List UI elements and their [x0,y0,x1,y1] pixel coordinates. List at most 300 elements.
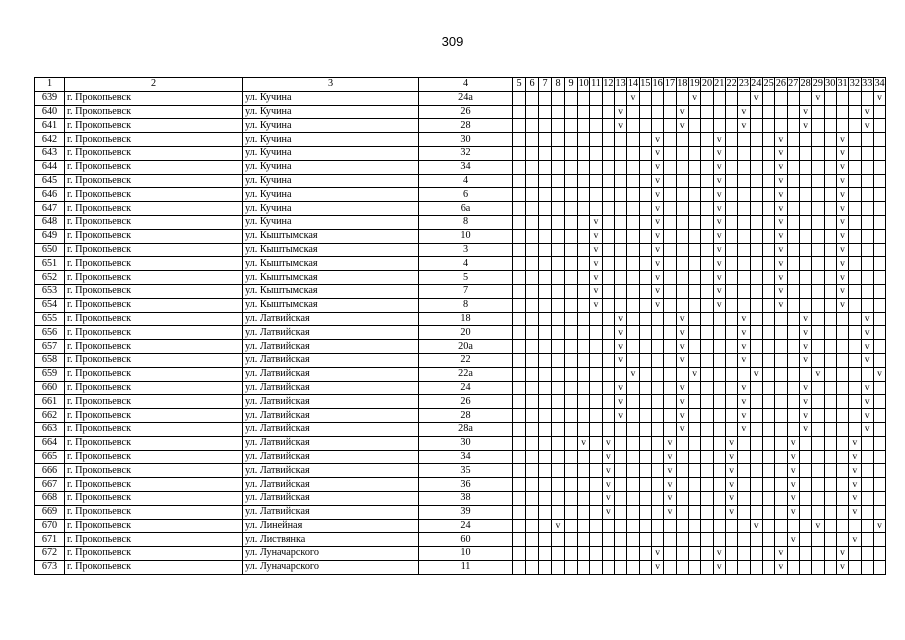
column-header: 33 [862,78,873,90]
empty-cell [812,174,824,188]
empty-cell [627,353,639,367]
empty-cell [602,422,614,436]
check-mark: v [713,160,725,174]
empty-cell [676,298,688,312]
empty-cell [849,353,861,367]
empty-cell [824,133,836,147]
check-mark: v [799,409,811,423]
empty-cell [602,533,614,547]
check-mark: v [738,105,750,119]
empty-cell [738,491,750,505]
empty-cell [725,119,737,133]
table-row [35,298,886,312]
empty-cell [565,312,578,326]
empty-cell [526,326,539,340]
row-number-cell: 650 [35,243,65,257]
row-number-cell: 664 [35,436,65,450]
empty-cell [639,91,651,105]
empty-cell [849,547,861,561]
check-mark: v [713,133,725,147]
table-row [35,381,886,395]
empty-cell [565,160,578,174]
empty-cell [664,146,676,160]
check-mark: v [799,340,811,354]
empty-cell [676,188,688,202]
city-cell: г. Прокопьевск [65,119,243,133]
empty-cell [762,312,774,326]
empty-cell [725,519,737,533]
empty-cell [701,229,713,243]
empty-cell [873,202,885,216]
empty-cell [513,409,526,423]
empty-cell [627,188,639,202]
empty-cell [526,340,539,354]
column-header: 24 [751,78,762,90]
check-mark: v [713,229,725,243]
empty-cell [539,284,552,298]
house-number-cell: 22 [419,353,513,367]
empty-cell [738,146,750,160]
house-number-cell: 34 [419,160,513,174]
empty-cell [565,271,578,285]
city-cell: г. Прокопьевск [65,560,243,574]
empty-cell [812,340,824,354]
empty-cell [651,340,663,354]
empty-cell [651,395,663,409]
empty-cell [688,215,700,229]
row-number-cell: 659 [35,367,65,381]
empty-cell [849,146,861,160]
empty-cell [873,436,885,450]
check-mark: v [713,215,725,229]
empty-cell [738,229,750,243]
row-number-cell: 639 [35,91,65,105]
table-row [35,505,886,519]
empty-cell [787,547,799,561]
check-mark: v [713,257,725,271]
empty-cell [836,478,848,492]
check-mark: v [799,381,811,395]
city-cell: г. Прокопьевск [65,340,243,354]
check-mark: v [676,395,688,409]
check-mark: v [849,505,861,519]
empty-cell [849,160,861,174]
empty-cell [565,505,578,519]
empty-cell [627,215,639,229]
empty-cell [725,215,737,229]
check-mark: v [651,257,663,271]
empty-cell [799,519,811,533]
table-row [35,105,886,119]
empty-cell [526,243,539,257]
empty-cell [725,560,737,574]
check-mark: v [775,547,787,561]
empty-cell [552,105,565,119]
empty-cell [552,409,565,423]
empty-cell [824,464,836,478]
empty-cell [787,229,799,243]
check-mark: v [713,174,725,188]
check-mark: v [861,119,873,133]
empty-cell [824,243,836,257]
empty-cell [602,215,614,229]
empty-cell [873,478,885,492]
empty-cell [787,353,799,367]
empty-cell [639,409,651,423]
house-number-cell: 6а [419,202,513,216]
city-cell: г. Прокопьевск [65,133,243,147]
column-header: 9 [565,78,578,92]
empty-cell [812,326,824,340]
empty-cell [552,174,565,188]
empty-cell [787,298,799,312]
empty-cell [750,105,762,119]
empty-cell [873,243,885,257]
check-mark: v [713,188,725,202]
empty-cell [824,422,836,436]
empty-cell [513,133,526,147]
empty-cell [861,491,873,505]
house-number-cell: 10 [419,229,513,243]
street-cell: ул. Латвийская [243,491,419,505]
empty-cell [627,491,639,505]
empty-cell [639,326,651,340]
check-mark: v [590,298,602,312]
empty-cell [590,202,602,216]
empty-cell [787,105,799,119]
empty-cell [713,436,725,450]
check-mark: v [664,450,676,464]
empty-cell [713,326,725,340]
empty-cell [602,188,614,202]
empty-cell [701,491,713,505]
check-mark: v [775,284,787,298]
city-cell: г. Прокопьевск [65,464,243,478]
empty-cell [627,450,639,464]
empty-cell [873,409,885,423]
empty-cell [602,312,614,326]
empty-cell [701,505,713,519]
empty-cell [565,105,578,119]
empty-cell [812,478,824,492]
empty-cell [738,298,750,312]
empty-cell [688,284,700,298]
empty-cell [873,146,885,160]
empty-cell [565,257,578,271]
empty-cell [651,422,663,436]
empty-cell [836,519,848,533]
empty-cell [614,505,626,519]
empty-cell [627,409,639,423]
empty-cell [526,547,539,561]
street-cell: ул. Латвийская [243,422,419,436]
empty-cell [701,436,713,450]
empty-cell [750,174,762,188]
header-row [35,78,886,92]
empty-cell [539,188,552,202]
check-mark: v [787,464,799,478]
check-mark: v [738,422,750,436]
check-mark: v [738,119,750,133]
empty-cell [725,257,737,271]
empty-cell [861,202,873,216]
empty-cell [849,105,861,119]
empty-cell [762,547,774,561]
empty-cell [590,353,602,367]
empty-cell [836,119,848,133]
check-mark: v [861,312,873,326]
empty-cell [664,367,676,381]
empty-cell [836,491,848,505]
street-cell: ул. Линейная [243,519,419,533]
empty-cell [627,381,639,395]
empty-cell [651,519,663,533]
check-mark: v [750,91,762,105]
empty-cell [664,271,676,285]
check-mark: v [849,533,861,547]
empty-cell [639,395,651,409]
street-cell: ул. Кучина [243,202,419,216]
empty-cell [552,312,565,326]
empty-cell [713,505,725,519]
empty-cell [873,174,885,188]
empty-cell [565,381,578,395]
table-row [35,326,886,340]
check-mark: v [812,91,824,105]
check-mark: v [725,436,737,450]
empty-cell [725,105,737,119]
empty-cell [664,560,676,574]
city-cell: г. Прокопьевск [65,395,243,409]
empty-cell [552,505,565,519]
empty-cell [824,257,836,271]
city-cell: г. Прокопьевск [65,257,243,271]
empty-cell [861,188,873,202]
city-cell: г. Прокопьевск [65,478,243,492]
empty-cell [513,229,526,243]
empty-cell [578,464,590,478]
empty-cell [824,160,836,174]
empty-cell [762,160,774,174]
empty-cell [762,367,774,381]
empty-cell [713,395,725,409]
empty-cell [614,422,626,436]
empty-cell [750,436,762,450]
empty-cell [676,133,688,147]
empty-cell [565,464,578,478]
empty-cell [861,174,873,188]
empty-cell [614,133,626,147]
empty-cell [725,422,737,436]
empty-cell [787,422,799,436]
empty-cell [824,340,836,354]
check-mark: v [627,91,639,105]
empty-cell [725,202,737,216]
check-mark: v [873,367,885,381]
empty-cell [750,491,762,505]
check-mark: v [836,133,848,147]
empty-cell [787,160,799,174]
empty-cell [849,422,861,436]
empty-cell [688,464,700,478]
empty-cell [590,436,602,450]
house-number-cell: 8 [419,298,513,312]
check-mark: v [614,119,626,133]
empty-cell [701,284,713,298]
check-mark: v [775,188,787,202]
empty-cell [590,91,602,105]
empty-cell [676,271,688,285]
empty-cell [762,119,774,133]
empty-cell [787,202,799,216]
empty-cell [799,243,811,257]
table-row [35,422,886,436]
empty-cell [513,284,526,298]
empty-cell [824,188,836,202]
table-row [35,160,886,174]
check-mark: v [836,160,848,174]
empty-cell [552,133,565,147]
check-mark: v [676,353,688,367]
empty-cell [614,491,626,505]
empty-cell [565,422,578,436]
empty-cell [799,202,811,216]
table-row [35,547,886,561]
empty-cell [750,560,762,574]
empty-cell [539,478,552,492]
check-mark: v [775,271,787,285]
empty-cell [873,395,885,409]
empty-cell [725,547,737,561]
empty-cell [565,367,578,381]
empty-cell [526,450,539,464]
empty-cell [688,271,700,285]
empty-cell [799,229,811,243]
check-mark: v [799,119,811,133]
empty-cell [552,243,565,257]
check-mark: v [651,160,663,174]
empty-cell [812,533,824,547]
empty-cell [824,215,836,229]
row-number-cell: 672 [35,547,65,561]
empty-cell [578,146,590,160]
empty-cell [602,146,614,160]
empty-cell [539,395,552,409]
column-header: 10 [578,78,589,90]
empty-cell [513,381,526,395]
city-cell: г. Прокопьевск [65,326,243,340]
empty-cell [799,533,811,547]
empty-cell [775,312,787,326]
street-cell: ул. Латвийская [243,312,419,326]
empty-cell [539,202,552,216]
empty-cell [861,519,873,533]
table-row [35,133,886,147]
empty-cell [762,519,774,533]
empty-cell [590,119,602,133]
check-mark: v [676,312,688,326]
table-row [35,284,886,298]
column-header: 11 [591,78,601,90]
empty-cell [762,436,774,450]
empty-cell [651,478,663,492]
empty-cell [701,409,713,423]
empty-cell [602,395,614,409]
empty-cell [651,119,663,133]
empty-cell [873,133,885,147]
check-mark: v [725,450,737,464]
check-mark: v [861,409,873,423]
empty-cell [849,215,861,229]
empty-cell [676,243,688,257]
empty-cell [861,450,873,464]
check-mark: v [590,229,602,243]
empty-cell [824,298,836,312]
empty-cell [676,491,688,505]
check-mark: v [861,326,873,340]
row-number-cell: 673 [35,560,65,574]
empty-cell [526,312,539,326]
check-mark: v [861,353,873,367]
empty-cell [539,547,552,561]
empty-cell [688,326,700,340]
empty-cell [713,450,725,464]
empty-cell [664,533,676,547]
empty-cell [539,409,552,423]
empty-cell [701,326,713,340]
column-header: 34 [874,78,885,90]
check-mark: v [799,312,811,326]
empty-cell [750,381,762,395]
empty-cell [664,215,676,229]
empty-cell [738,464,750,478]
empty-cell [565,229,578,243]
empty-cell [602,202,614,216]
empty-cell [701,395,713,409]
empty-cell [602,409,614,423]
empty-cell [590,519,602,533]
street-cell: ул. Кучина [243,188,419,202]
empty-cell [590,367,602,381]
empty-cell [676,202,688,216]
empty-cell [762,133,774,147]
check-mark: v [725,464,737,478]
column-header: 8 [552,78,565,92]
check-mark: v [738,395,750,409]
check-mark: v [836,560,848,574]
row-number-cell: 665 [35,450,65,464]
city-cell: г. Прокопьевск [65,422,243,436]
check-mark: v [713,243,725,257]
empty-cell [775,91,787,105]
house-number-cell: 18 [419,312,513,326]
empty-cell [701,133,713,147]
column-header: 3 [243,78,419,92]
empty-cell [565,436,578,450]
empty-cell [750,146,762,160]
empty-cell [873,560,885,574]
empty-cell [775,381,787,395]
check-mark: v [775,202,787,216]
check-mark: v [713,271,725,285]
empty-cell [787,395,799,409]
empty-cell [812,353,824,367]
check-mark: v [713,202,725,216]
empty-cell [578,119,590,133]
empty-cell [627,119,639,133]
empty-cell [775,519,787,533]
empty-cell [787,91,799,105]
